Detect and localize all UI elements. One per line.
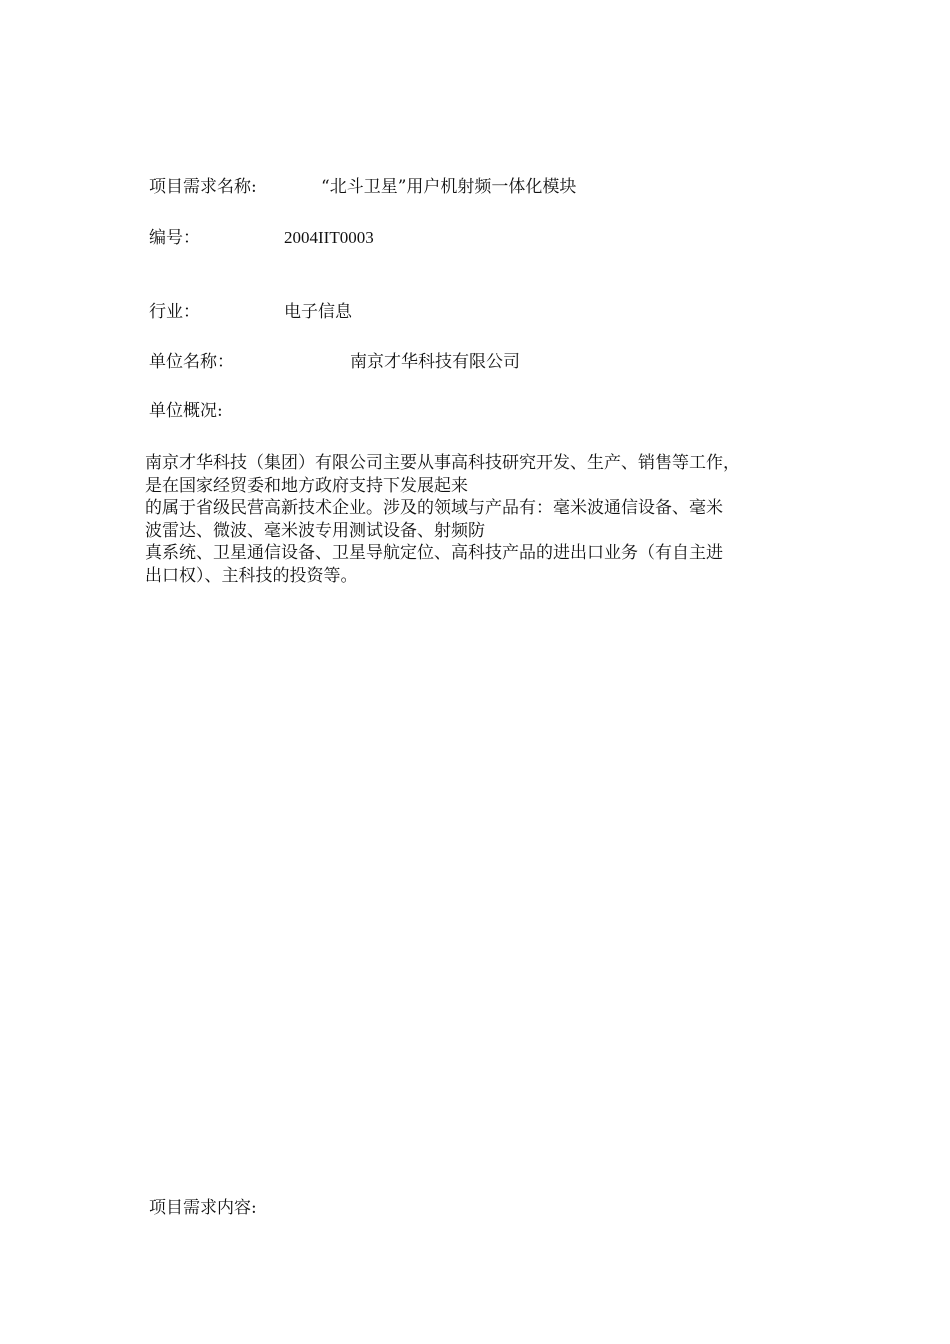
overview-line: 波雷达、微波、毫米波专用测试设备、射频防 <box>145 520 485 541</box>
industry-value: 电子信息 <box>284 302 352 322</box>
overview-line: 真系统、卫星通信设备、卫星导航定位、高科技产品的进出口业务（有自主进 <box>145 543 723 563</box>
number-value: 2004IIT0003 <box>284 228 374 247</box>
project-name-value: “北斗卫星”用户机射频一体化模块 <box>321 177 577 197</box>
project-name-row <box>0 177 950 199</box>
overview-line: 出口权）、主科技的投资等。 <box>145 565 358 586</box>
company-overview-label: 单位概况: <box>149 401 223 421</box>
number-label: 编号： <box>149 228 200 248</box>
number-row <box>0 228 950 250</box>
company-name-value: 南京才华科技有限公司 <box>350 352 520 372</box>
company-overview-row <box>0 401 950 423</box>
requirement-content-row <box>0 1198 950 1220</box>
company-name-label: 单位名称： <box>149 352 234 372</box>
industry-label: 行业： <box>149 302 200 322</box>
project-name-label: 项目需求名称: <box>149 177 257 197</box>
company-name-row <box>0 352 950 374</box>
industry-row <box>0 302 950 324</box>
overview-line: 是在国家经贸委和地方政府支持下发展起来 <box>145 475 468 496</box>
company-overview-text <box>145 452 825 587</box>
overview-line: 的属于省级民营高新技术企业。涉及的领域与产品有：毫米波通信设备、毫米 <box>145 498 723 518</box>
requirement-content-label: 项目需求内容: <box>149 1198 257 1218</box>
overview-line: 南京才华科技（集团）有限公司主要从事高科技研究开发、生产、销售等工作， <box>145 453 740 473</box>
